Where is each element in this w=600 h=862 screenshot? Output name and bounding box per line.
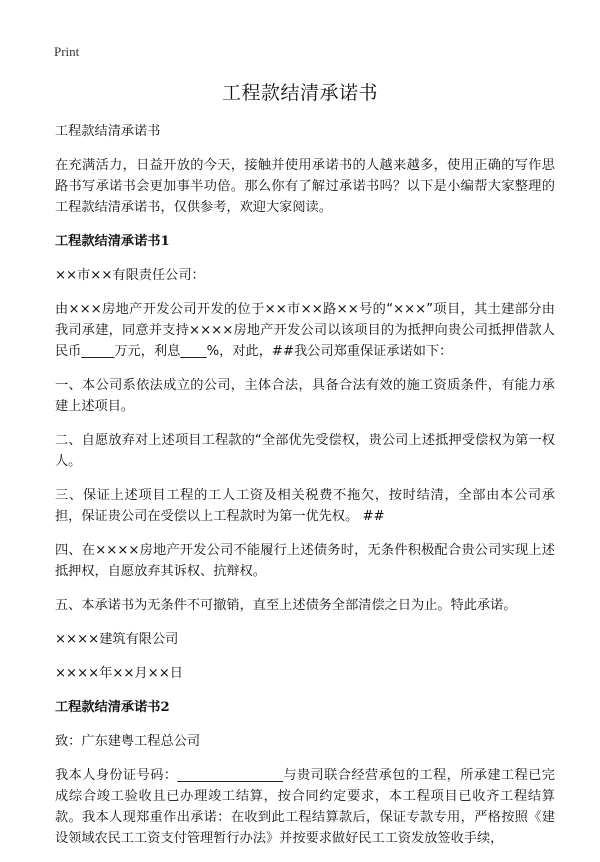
print-link[interactable]: Print xyxy=(54,44,80,59)
section1-clause-1: 一、本公司系依法成立的公司，主体合法，具备合法有效的施工资质条件，有能力承建上述项目。 xyxy=(55,378,555,414)
section1-paragraph: 由×××房地产开发公司开发的位于××市××路××号的“×××”项目，其土建部分由我司承建，同意并支持××××房地产开发公司以该项目的为抵押向贵公司抵押借款人民币_____万元，利息____%，对此，##我公司郑重保证承诺如下： xyxy=(55,302,555,359)
section1-clause-5: 五、本承诺书为无条件不可撤销，直至上述债务全部清偿之日为止。特此承诺。 xyxy=(55,598,517,613)
document-subtitle: 工程款结清承诺书 xyxy=(55,124,161,139)
section-heading-1: 工程款结清承诺书1 xyxy=(55,234,170,249)
section1-date: ××××年××月××日 xyxy=(55,666,183,681)
intro-paragraph: 在充满活力，日益开放的今天，接触并使用承诺书的人越来越多，使用正确的写作思路书写承诺书会更加事半功倍。那么你有了解过承诺书吗？以下是小编帮大家整理的工程款结清承诺书，仅供参考，欢迎大家阅读。 xyxy=(55,158,555,215)
section-heading-2: 工程款结清承诺书2 xyxy=(55,700,170,715)
document-title: 工程款结清承诺书 xyxy=(221,82,378,104)
section2-addressee: 致：广东建粤工程总公司 xyxy=(55,734,201,749)
section2-paragraph: 我本人身份证号码：________________与贵司联合经营承包的工程，所承建工程已完成综合竣工验收且已办理竣工结算，按合同约定要求，本工程项目已收齐工程结算款。我本人现郑重作出承诺：在收到此工程结算款后，保证专款专用，严格按照《建设领域农民工工资支付管理暂行办法》并按要求做好民工工资发放签收手续， xyxy=(55,768,555,846)
section1-clause-3: 三、保证上述项目工程的工人工资及相关税费不拖欠，按时结清，全部由本公司承担，保证贵公司在受偿以上工程款时为第一优先权。 ## xyxy=(55,488,555,524)
section1-clause-4: 四、在××××房地产开发公司不能履行上述债务时，无条件积极配合贵公司实现上述抵押权，自愿放弃其诉权、抗辩权。 xyxy=(55,543,555,579)
section1-signature: ××××建筑有限公司 xyxy=(55,632,179,647)
document-body xyxy=(55,121,555,862)
section1-clause-2: 二、自愿放弃对上述项目工程款的“全部优先受偿权，贵公司上述抵押受偿权为第一权人。 xyxy=(55,433,555,469)
section1-addressee: ××市××有限责任公司： xyxy=(55,268,205,283)
